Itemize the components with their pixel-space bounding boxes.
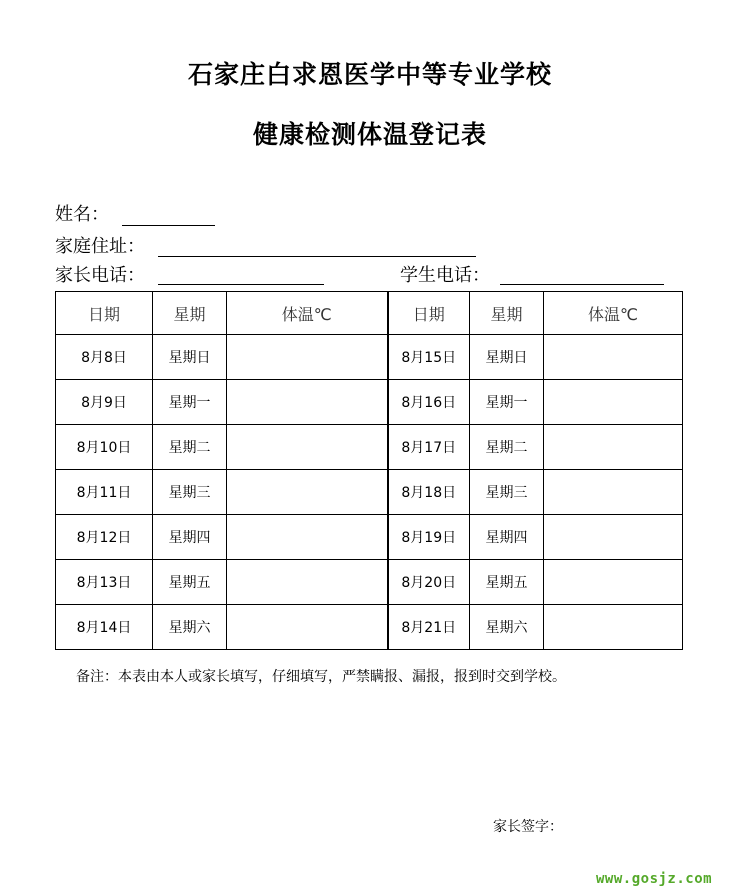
date-cell: 8月16日 <box>388 380 470 425</box>
temperature-cell[interactable] <box>227 605 388 650</box>
temperature-cell[interactable] <box>227 470 388 515</box>
header-date: 日期 <box>388 292 470 335</box>
temperature-cell[interactable] <box>544 335 683 380</box>
weekday-cell: 星期一 <box>153 380 227 425</box>
table-row <box>56 335 683 380</box>
weekday-cell: 星期三 <box>470 470 544 515</box>
remark-note: 备注：本表由本人或家长填写，仔细填写，严禁瞒报、漏报，报到时交到学校。 <box>76 669 566 685</box>
temperature-cell[interactable] <box>227 425 388 470</box>
weekday-cell: 星期四 <box>470 515 544 560</box>
site-watermark: www.gosjz.com <box>596 871 713 887</box>
date-cell: 8月14日 <box>56 605 153 650</box>
weekday-cell: 星期日 <box>153 335 227 380</box>
temperature-cell[interactable] <box>227 560 388 605</box>
header-temperature: 体温℃ <box>227 292 388 335</box>
parent-phone-input-line[interactable] <box>158 284 324 285</box>
temperature-cell[interactable] <box>544 605 683 650</box>
student-phone-label: 学生电话： <box>400 265 490 286</box>
temperature-cell[interactable] <box>544 380 683 425</box>
date-cell: 8月19日 <box>388 515 470 560</box>
header-weekday: 星期 <box>153 292 227 335</box>
date-cell: 8月11日 <box>56 470 153 515</box>
address-label: 家庭住址： <box>55 236 145 257</box>
weekday-cell: 星期六 <box>153 605 227 650</box>
header-temperature: 体温℃ <box>544 292 683 335</box>
temperature-cell[interactable] <box>544 470 683 515</box>
table-row <box>56 605 683 650</box>
weekday-cell: 星期日 <box>470 335 544 380</box>
temperature-cell[interactable] <box>544 560 683 605</box>
temperature-cell[interactable] <box>544 425 683 470</box>
weekday-cell: 星期三 <box>153 470 227 515</box>
table-row <box>56 380 683 425</box>
weekday-cell: 星期五 <box>153 560 227 605</box>
parent-phone-label: 家长电话： <box>55 265 145 286</box>
date-cell: 8月9日 <box>56 380 153 425</box>
form-title: 健康检测体温登记表 <box>252 120 487 149</box>
date-cell: 8月12日 <box>56 515 153 560</box>
weekday-cell: 星期二 <box>153 425 227 470</box>
table-row <box>56 515 683 560</box>
student-phone-input-line[interactable] <box>500 284 664 285</box>
weekday-cell: 星期五 <box>470 560 544 605</box>
date-cell: 8月13日 <box>56 560 153 605</box>
temperature-cell[interactable] <box>227 335 388 380</box>
date-cell: 8月21日 <box>388 605 470 650</box>
temperature-cell[interactable] <box>227 380 388 425</box>
date-cell: 8月8日 <box>56 335 153 380</box>
weekday-cell: 星期一 <box>470 380 544 425</box>
table-row <box>56 470 683 515</box>
school-name: 石家庄白求恩医学中等专业学校 <box>187 60 552 89</box>
date-cell: 8月10日 <box>56 425 153 470</box>
table-header-row <box>56 292 683 335</box>
weekday-cell: 星期二 <box>470 425 544 470</box>
name-input-line[interactable] <box>122 225 215 226</box>
temperature-register-table <box>55 291 683 650</box>
parent-signature-label: 家长签字： <box>493 819 563 835</box>
name-label: 姓名： <box>55 204 109 225</box>
table-row <box>56 425 683 470</box>
address-input-line[interactable] <box>158 256 476 257</box>
date-cell: 8月17日 <box>388 425 470 470</box>
weekday-cell: 星期六 <box>470 605 544 650</box>
header-weekday: 星期 <box>470 292 544 335</box>
date-cell: 8月15日 <box>388 335 470 380</box>
temperature-cell[interactable] <box>227 515 388 560</box>
header-date: 日期 <box>56 292 153 335</box>
temperature-cell[interactable] <box>544 515 683 560</box>
date-cell: 8月20日 <box>388 560 470 605</box>
date-cell: 8月18日 <box>388 470 470 515</box>
weekday-cell: 星期四 <box>153 515 227 560</box>
table-row <box>56 560 683 605</box>
